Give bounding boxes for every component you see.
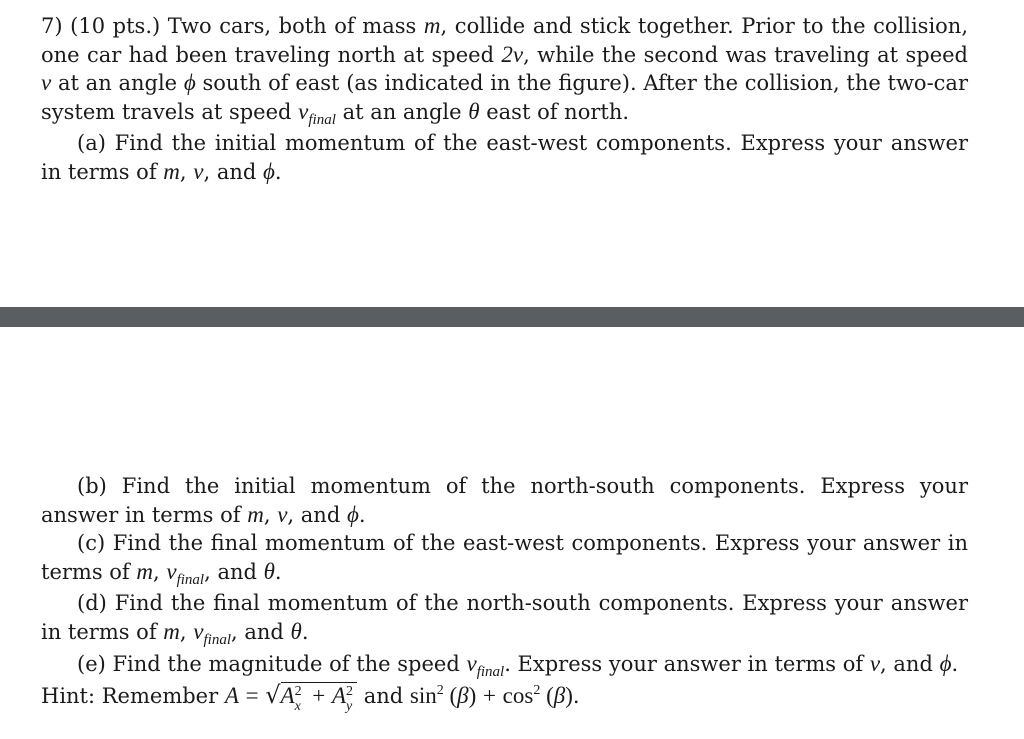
problem-number: 7) (10 pts.): [41, 14, 161, 38]
part-e: (e) Find the magnitude of the speed $v_{final}$. Express your answer in terms of v, and ϕ.: [77, 650, 959, 680]
part-b: (b) Find the initial momentum of the north-south components. Express your answer in terms of m, v, and ϕ.: [41, 474, 968, 527]
problem-intro: 7) (10 pts.) Two cars, both of mass m, collide and stick together. Prior to the collision, one car had been traveling north at speed 2v, while the second was traveling at speed v at an angle ϕ south of east (as indicated in the figure). After the collision, the two-car system travels at speed $v_{final}$ at an angle θ east of north.: [41, 13, 969, 128]
problem-statement-bottom: [41, 472, 968, 715]
part-a: (a) Find the initial momentum of the east-west components. Express your answer in terms of m, v, and ϕ.: [41, 131, 968, 184]
sqrt-symbol: √: [265, 681, 281, 710]
problem-statement-top: [41, 12, 968, 187]
part-c: (c) Find the final momentum of the east-west components. Express your answer in terms of m, $v_{final}$, and θ.: [41, 531, 968, 588]
divider-bar: [0, 307, 1024, 327]
part-d: (d) Find the final momentum of the north-south components. Express your answer in terms of m, $v_{final}$, and θ.: [41, 591, 968, 648]
sqrt-expression: A 2 x + A 2 y: [281, 682, 357, 708]
hint: Hint: Remember A = √A 2 x + A 2 y and $\sin^2 (\beta) + \cos^2 (\beta)$.: [41, 681, 580, 714]
